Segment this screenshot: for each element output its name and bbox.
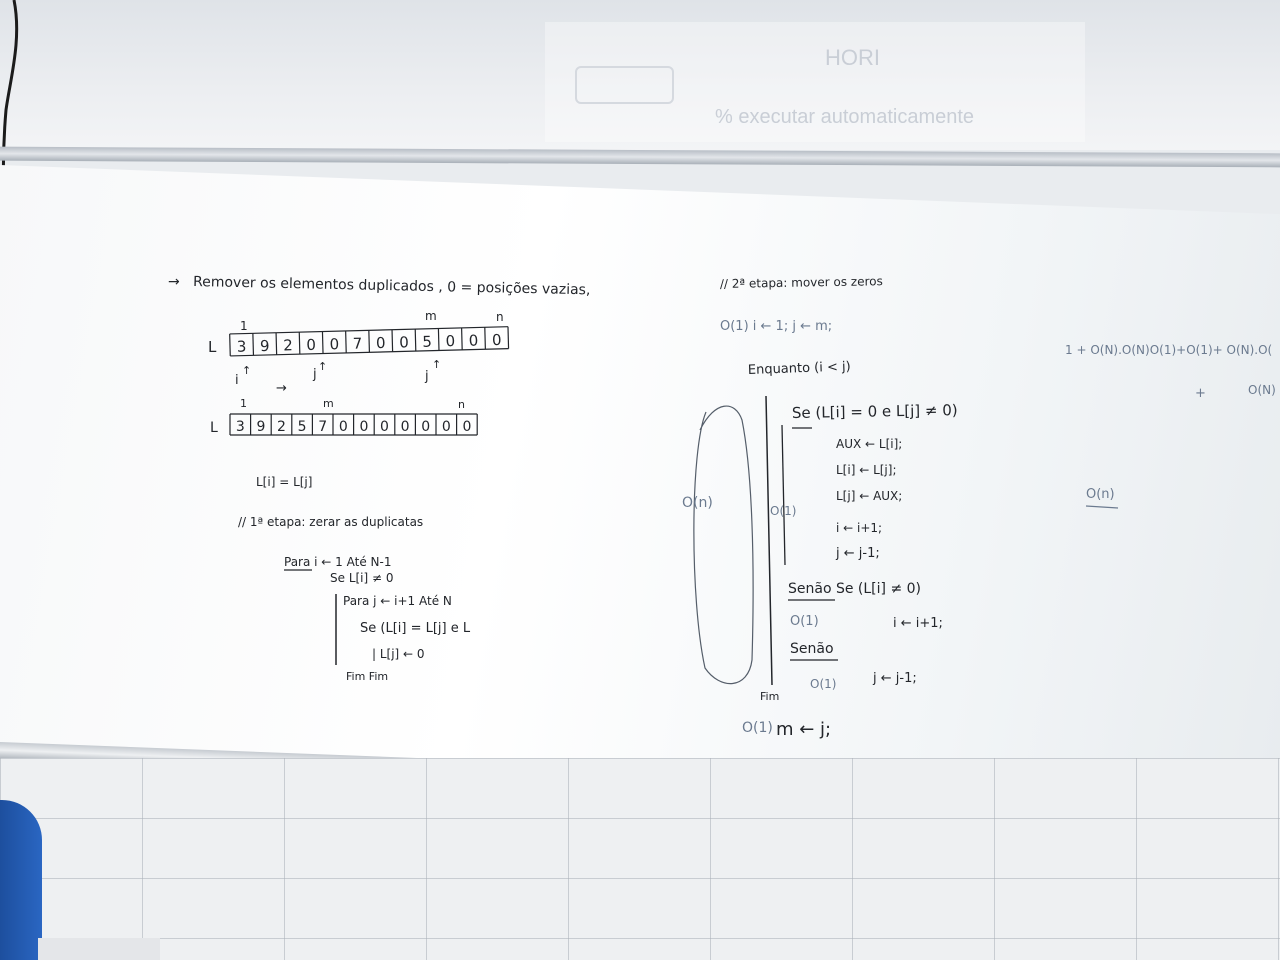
array1-divider xyxy=(392,330,393,352)
array1-divider xyxy=(253,333,254,355)
end-line: Fim xyxy=(760,690,780,703)
complexity-plus: + xyxy=(1195,386,1206,401)
array2-cell: 0 xyxy=(380,419,389,435)
array1-divider xyxy=(299,332,300,354)
array2-cell: 7 xyxy=(318,419,328,435)
o1-inner-label: O(1) xyxy=(770,504,797,518)
code-line-5: | L[j] ← 0 xyxy=(372,647,425,661)
else-if-line: Senão Se (L[i] ≠ 0) xyxy=(788,581,921,597)
array1-mark-1: 1 xyxy=(240,319,248,333)
complexity-line: 1 + O(N).O(N)O(1)+O(1)+ O(N).O( xyxy=(1065,343,1273,357)
array1-cell: 2 xyxy=(282,336,294,355)
array1-move-arrow: → xyxy=(276,381,287,396)
array2-cell: 2 xyxy=(277,419,286,435)
array1-cell: 0 xyxy=(468,331,479,350)
if-line: Se (L[i] = 0 e L[j] ≠ 0) xyxy=(791,401,958,422)
array2-cell: 0 xyxy=(462,419,472,435)
array1-divider xyxy=(485,327,486,349)
array1-cell: 3 xyxy=(236,337,247,356)
array1-divider xyxy=(462,328,463,350)
o1-a-label: O(1) xyxy=(790,614,819,629)
array1-pointer-i-arrow: ↑ xyxy=(242,364,252,377)
array1-divider xyxy=(415,329,416,351)
array2-cell: 5 xyxy=(297,419,307,435)
array1-cell: 7 xyxy=(352,334,363,353)
code-line-4: Se (L[i] = L[j] e L xyxy=(360,621,471,636)
array1-cell: 0 xyxy=(329,335,340,354)
array2-cell: 0 xyxy=(400,419,410,435)
array1-divider xyxy=(369,330,370,352)
array1-cell: 0 xyxy=(398,333,409,352)
array1-cell: 0 xyxy=(445,332,456,351)
step1-title: // 1ª etapa: zerar as duplicatas xyxy=(238,515,424,529)
init-line: O(1) i ← 1; j ← m; xyxy=(720,319,833,334)
complexity-on: O(N) xyxy=(1248,383,1276,397)
body-line-2: L[i] ← L[j]; xyxy=(836,463,897,477)
on-outer-label: O(n) xyxy=(682,495,713,511)
array1-cell: 9 xyxy=(259,336,270,356)
o1-c-label: O(1) xyxy=(742,720,773,736)
on-right-label: O(n) xyxy=(1086,487,1115,502)
array2-cell: 3 xyxy=(235,419,245,435)
array2-cell: 0 xyxy=(359,419,369,435)
array2-mark-n: n xyxy=(458,398,465,411)
array2-cell: 9 xyxy=(256,419,266,435)
array1-cell: 0 xyxy=(491,330,502,350)
array1 xyxy=(230,327,509,356)
code-line-2: Se L[i] ≠ 0 xyxy=(330,571,394,585)
array1-divider xyxy=(276,333,277,355)
array1-pointer-j2: j xyxy=(425,369,429,384)
array2-label: L xyxy=(210,420,218,436)
array2-cell: 0 xyxy=(441,419,451,435)
array2-mark-1: 1 xyxy=(240,397,247,410)
array2 xyxy=(230,414,477,435)
array1-pointer-j2-arrow: ↑ xyxy=(432,358,442,371)
array1-cell: 0 xyxy=(306,335,317,354)
dec-j-line: j ← j-1; xyxy=(873,671,917,686)
assign-line: L[i] = L[j] xyxy=(256,475,313,489)
inc-i-line: i ← i+1; xyxy=(893,616,943,631)
code-line-3: Para j ← i+1 Até N xyxy=(343,594,452,608)
else-line: Senão xyxy=(790,641,834,657)
array1-end-divider xyxy=(508,327,509,349)
loop-brace xyxy=(694,406,753,684)
body-line-4: i ← i+1; xyxy=(836,521,883,535)
projected-title: HORI xyxy=(825,45,880,70)
heading-arrow: → xyxy=(168,274,180,290)
array1-mark-m: m xyxy=(425,309,437,323)
body-line-1: AUX ← L[i]; xyxy=(836,437,903,451)
array1-divider xyxy=(346,331,347,353)
projected-subtitle: % executar automaticamente xyxy=(715,106,975,128)
body-line-3: L[j] ← AUX; xyxy=(836,489,903,503)
array1-divider xyxy=(230,334,231,356)
array1-divider xyxy=(438,328,439,350)
array2-cell: 0 xyxy=(421,419,431,435)
array1-pointer-i: i xyxy=(235,373,239,388)
array2-cell: 0 xyxy=(338,419,348,435)
array2-mark-m: m xyxy=(323,397,334,410)
array1-label: L xyxy=(208,338,217,356)
heading-text: Remover os elementos duplicados , 0 = posições vazias, xyxy=(192,274,591,299)
array1-mark-n: n xyxy=(496,310,504,324)
array1-pointer-j-arrow: ↑ xyxy=(318,360,328,373)
body-line-5: j ← j-1; xyxy=(836,546,880,561)
o1-b-label: O(1) xyxy=(810,677,837,691)
while-line: Enquanto (i < j) xyxy=(747,359,851,378)
array1-divider xyxy=(322,332,323,354)
array1-cell: 5 xyxy=(422,332,433,351)
step2-title: // 2ª etapa: mover os zeros xyxy=(719,274,883,291)
code-line-6: Fim Fim xyxy=(346,670,389,683)
code-line-1: Para i ← 1 Até N-1 xyxy=(284,555,392,569)
final-line: m ← j; xyxy=(776,719,832,740)
array1-pointer-j: j xyxy=(313,367,317,382)
array1-cell: 0 xyxy=(375,333,386,353)
